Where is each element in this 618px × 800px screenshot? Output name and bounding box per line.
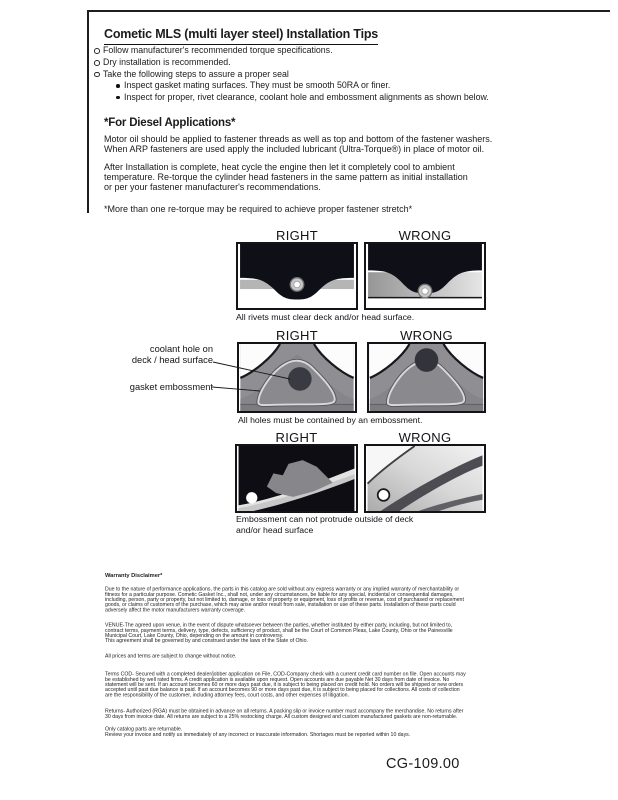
right-label-row3: RIGHT xyxy=(275,430,318,445)
disclaimer-line: Review your invoice and notify us immediately of any incorrect or inaccurate information. Shortages must be reported within 10 days. xyxy=(105,731,411,738)
disclaimer-line: Returns- Authorized (RGA) must be obtained in advance on all returns. A packing slip or invoice number must accompany the merchandise. No returns after xyxy=(105,708,464,715)
rivet-clearance-wrong-diagram xyxy=(364,242,486,310)
tip-item xyxy=(94,69,489,81)
tip-text: Inspect for proper, rivet clearance, coolant hole and embossment alignments as shown below. xyxy=(124,92,489,103)
dot-bullet-icon xyxy=(116,84,120,88)
page-code: CG-109.00 xyxy=(386,756,460,772)
row3-caption-line2: and/or head surface xyxy=(236,525,314,535)
disclaimer-line: contract terms, payment terms, delivery, type, defects, sufficiency of product, shall be the Court of Common Pleas, Lake County, Ohio or the Painesville xyxy=(105,627,453,634)
disclaimer-terms-paragraph xyxy=(105,672,521,698)
annotation-leader-lines xyxy=(212,358,300,394)
paragraph-line: When ARP fasteners are used apply the included lubricant (Ultra-Torque®) in place of motor oil. xyxy=(104,144,485,155)
retorque-note: *More than one re-torque may be required to achieve proper fastener stretch* xyxy=(104,204,413,214)
disclaimer-paragraph-1 xyxy=(105,587,521,613)
paragraph-line: temperature. Re-torque the cylinder head fasteners in the same pattern as initial installation xyxy=(104,172,468,183)
disclaimer-line: adversely affect the motor manufacturers warranty coverage. xyxy=(105,607,246,613)
annotation-line: gasket embossment xyxy=(129,382,213,392)
diesel-applications-heading: *For Diesel Applications* xyxy=(104,117,236,129)
installation-tips-list xyxy=(94,45,489,104)
row2-caption: All holes must be contained by an embossment. xyxy=(238,415,423,425)
disclaimer-line: Due to the nature of performance applications, the parts in this catalog are sold without any express warranty or any implied warranty of merchantability or xyxy=(105,586,460,593)
left-border-rule xyxy=(87,10,89,213)
row3-caption-line1: Embossment can not protrude outside of deck xyxy=(236,514,414,524)
paragraph-line: Motor oil should be applied to fastener threads as well as top and bottom of the fastener washers. xyxy=(104,134,493,144)
disclaimer-line: goods, or claims of customers of the purchase, which may arise and/or result from sale, installation or use of these parts. Installation of these parts could xyxy=(105,602,456,608)
disclaimer-line: statement will be sent. If an account becomes 60 or more days past due, it is subject to being placed on credit hold. No orders will be shipped or new orders xyxy=(105,681,464,688)
disclaimer-heading: Warranty Disclaimer* xyxy=(105,572,163,579)
wrong-label-row2: WRONG xyxy=(400,328,453,343)
coolant-hole-annotation xyxy=(100,344,213,365)
wrong-label-row3: WRONG xyxy=(398,430,452,445)
tip-text: Dry installation is recommended. xyxy=(103,56,231,67)
circle-bullet-icon xyxy=(94,60,100,66)
embossment-protrusion-wrong-diagram xyxy=(364,444,486,513)
disclaimer-line: Terms COD- Secured with a completed dealer/jobber application on File, COD-Company check with a current credit card number on file. Open accounts may xyxy=(105,671,466,678)
diesel-paragraph-2 xyxy=(104,162,468,193)
disclaimer-venue-paragraph xyxy=(105,623,521,644)
top-border-rule xyxy=(87,10,610,12)
right-label-row2: RIGHT xyxy=(276,328,318,343)
disclaimer-returns-paragraph xyxy=(105,709,521,719)
disclaimer-line: be established by well rated firms. A credit application is available upon request. Open accounts are due payable Net 30 days from date of invoice. No xyxy=(105,676,450,683)
dot-bullet-icon xyxy=(116,96,120,100)
tip-item xyxy=(94,45,489,57)
annotation-line: deck / head surface xyxy=(131,354,213,365)
disclaimer-heading-block xyxy=(105,573,521,578)
disclaimer-catalog-paragraph xyxy=(105,727,521,737)
diesel-paragraph-1 xyxy=(104,134,492,154)
disclaimer-line: including, person, party or property, but not limited to, damage, or loss of property or equipment, loss of profits or revenue, cost of purchased or replacement xyxy=(105,596,464,603)
circle-bullet-icon xyxy=(94,48,100,54)
paragraph-line: After Installation is complete, heat cycle the engine then let it completely cool to ambient xyxy=(104,162,455,172)
circle-bullet-icon xyxy=(94,72,100,78)
disclaimer-line: are the responsibility of the customer, including attorney fees, court costs, and other expenses of litigation. xyxy=(105,692,349,698)
tip-text: Take the following steps to assure a proper seal xyxy=(103,68,289,79)
disclaimer-line: Only catalog parts are returnable. xyxy=(105,726,183,733)
disclaimer-prices-paragraph xyxy=(105,654,521,659)
disclaimer-line: fitness for a particular purpose. Cometic Gasket Inc., shall not, under any circumstances, be liable for any special, incidental or consequential damages, xyxy=(105,591,454,598)
disclaimer-line: VENUE-The agreed upon venue, in the event of dispute whatsoever between the parties, whether instituted by either party, including, but not limited to, xyxy=(105,622,453,629)
tip-item xyxy=(94,57,489,69)
right-label-row1: RIGHT xyxy=(276,228,318,243)
wrong-label-row1: WRONG xyxy=(398,228,452,243)
paragraph-line: or per your fastener manufacturer's recommendations. xyxy=(104,182,321,193)
tip-sub-item xyxy=(115,80,489,92)
page-title: Cometic MLS (multi layer steel) Installation Tips xyxy=(104,27,378,45)
disclaimer-line: accepted until past due balance is paid. If an account becomes 90 or more days past due, it is subject to being placed for collections. All costs of collection xyxy=(105,687,460,693)
disclaimer-line: All prices and terms are subject to change without notice. xyxy=(105,653,237,660)
gasket-embossment-annotation xyxy=(100,382,213,393)
rivet-clearance-right-diagram xyxy=(236,242,358,310)
tip-sub-item xyxy=(115,92,489,104)
embossment-containment-wrong-diagram xyxy=(367,342,486,413)
disclaimer-line: 30 days from invoice date. All returns are subject to a 25% restocking charge. All custom designed and custom manufactured gaskets are non-returnable. xyxy=(105,713,458,720)
disclaimer-line: Municipal Court, Lake County, Ohio, depending on the amount in controversy. xyxy=(105,632,284,639)
row1-caption: All rivets must clear deck and/or head surface. xyxy=(236,312,415,322)
tip-text: Inspect gasket mating surfaces. They must be smooth 50RA or finer. xyxy=(124,80,391,91)
disclaimer-line: This agreement shall be governed by and construed under the laws of the State of Ohio. xyxy=(105,638,308,644)
embossment-protrusion-right-diagram xyxy=(235,444,358,513)
annotation-line: coolant hole on xyxy=(149,344,213,354)
tip-text: Follow manufacturer's recommended torque specifications. xyxy=(103,45,333,55)
